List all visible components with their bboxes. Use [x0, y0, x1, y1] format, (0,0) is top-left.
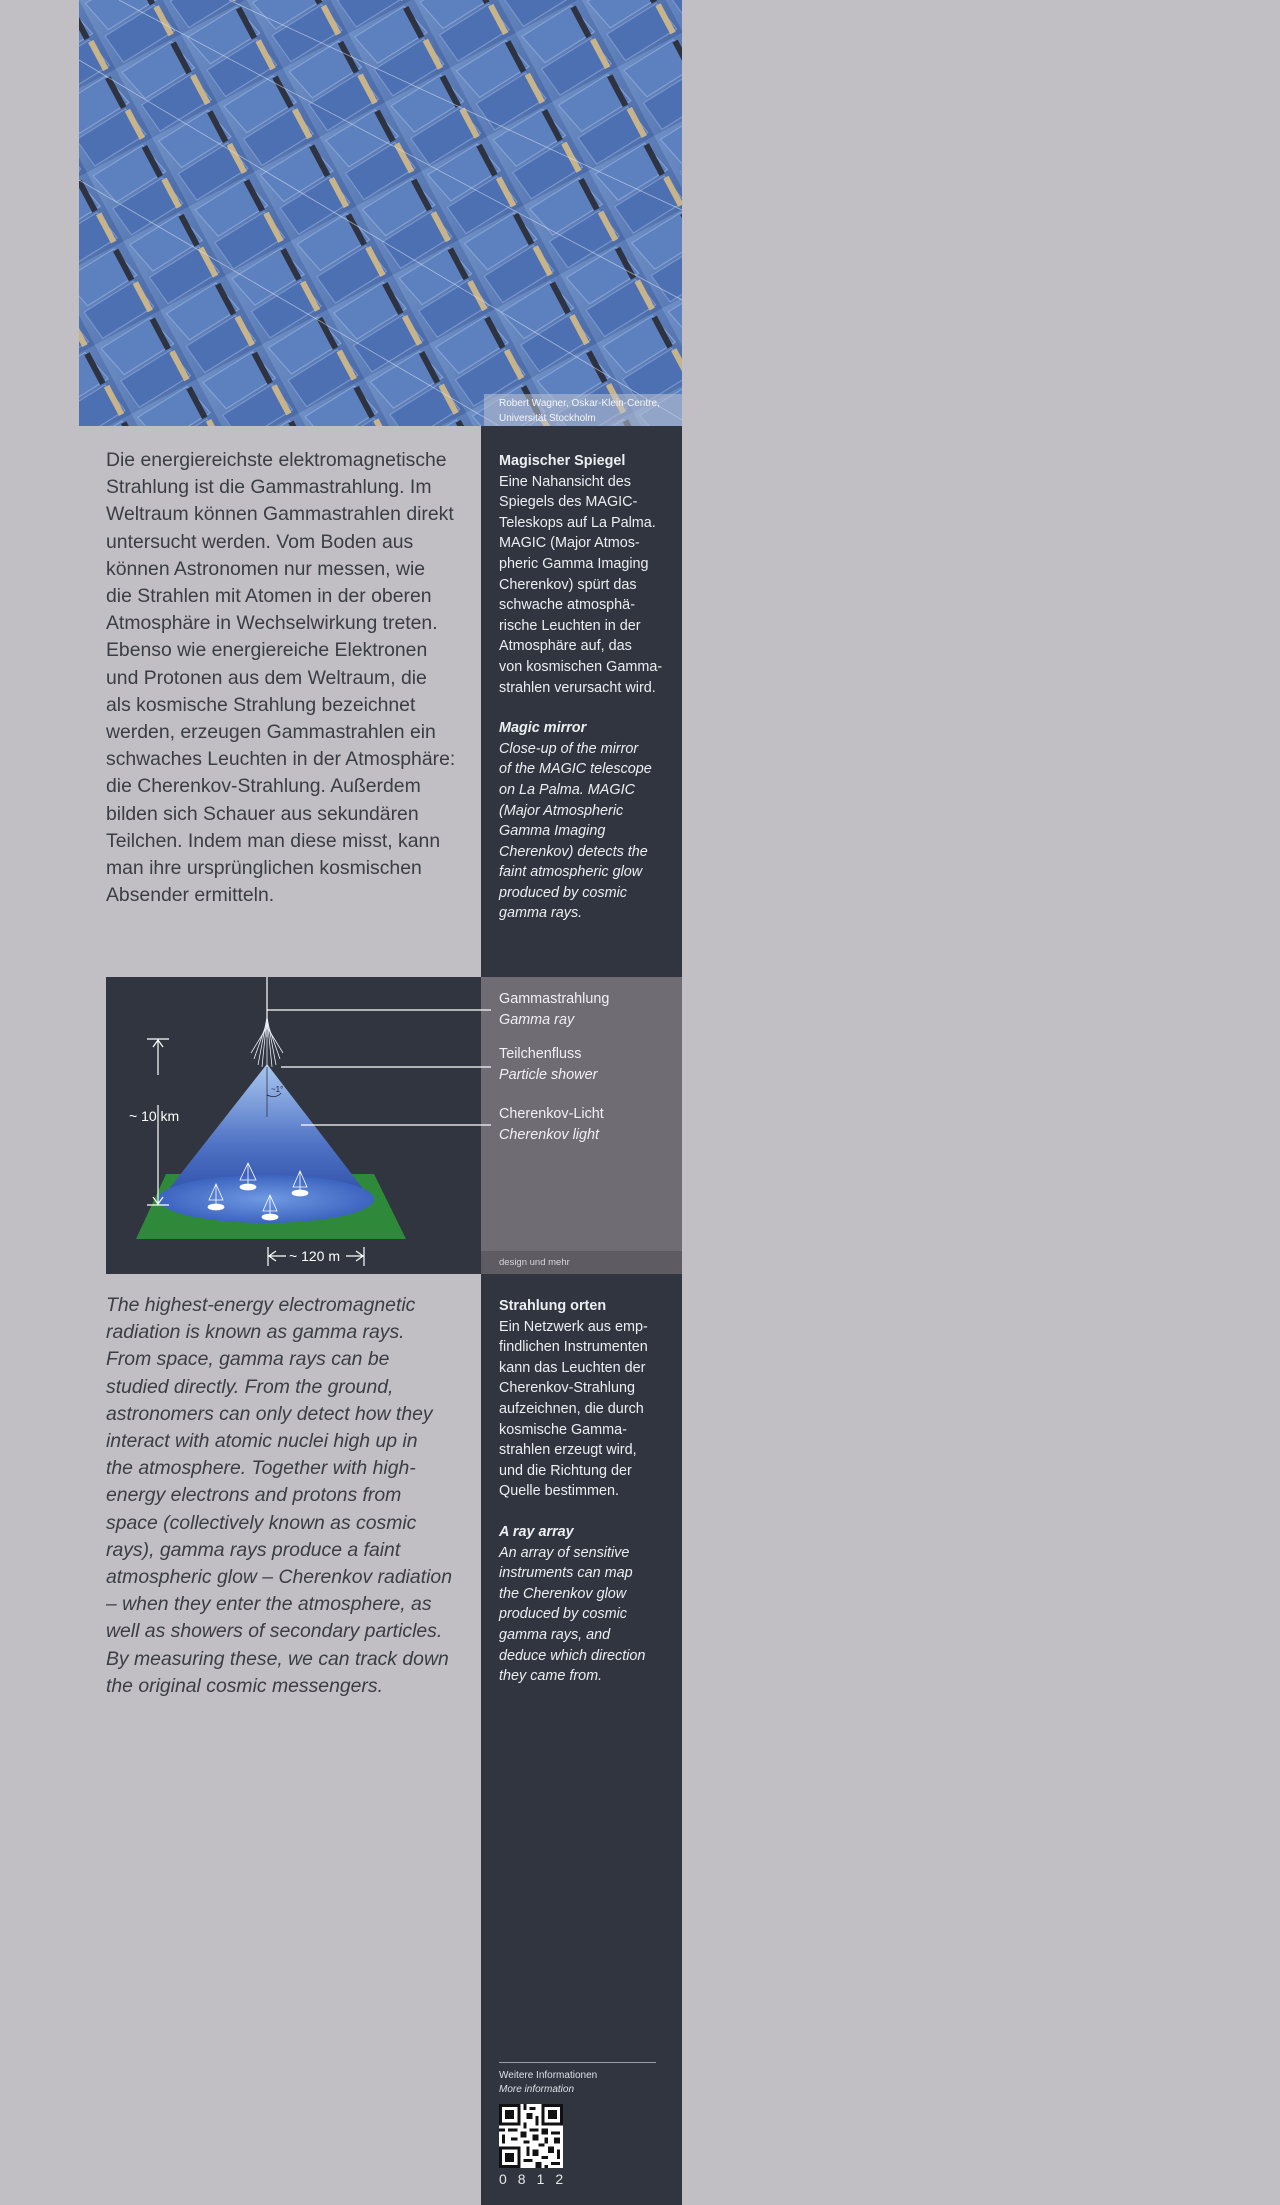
text-line: The highest-energy electromagnetic — [106, 1294, 416, 1316]
text-line: von kosmischen Gamma- — [499, 658, 663, 675]
text-line: Eine Nahansicht des — [499, 473, 631, 490]
text-line: können Astronomen nur messen, wie — [106, 557, 426, 580]
legend-label-en: Cherenkov light — [499, 1126, 599, 1143]
legend-particle-shower — [499, 1044, 597, 1085]
text-line: deduce which direction — [499, 1647, 646, 1664]
text-line: Teleskops auf La Palma. — [499, 514, 656, 531]
legend-label-en: Particle shower — [499, 1066, 598, 1083]
text-line: the atmosphere. Together with high- — [106, 1457, 416, 1480]
text-line: – when they enter the atmosphere, as — [106, 1593, 432, 1616]
text-line: strahlen erzeugt wird, — [499, 1442, 637, 1459]
caption-title: Strahlung orten — [499, 1298, 607, 1314]
text-line: atmospheric glow – Cherenkov radiation — [106, 1566, 452, 1589]
text-line: astronomers can only detect how they — [106, 1402, 433, 1425]
text-line: kann das Leuchten der — [499, 1359, 646, 1376]
text-line: Cherenkov) spürt das — [499, 576, 637, 593]
text-line: Strahlung ist die Gammastrahlung. Im — [106, 476, 432, 499]
qr-code[interactable] — [499, 2104, 563, 2168]
caption-magic-mirror — [499, 451, 669, 924]
text-line: Cherenkov-Strahlung — [499, 1380, 635, 1397]
text-line: rays), gamma rays produce a faint — [106, 1538, 401, 1561]
text-line: kosmische Gamma- — [499, 1421, 627, 1438]
height-label: ~ 10 km — [129, 1108, 180, 1124]
width-label: ~ 120 m — [289, 1248, 340, 1264]
text-line: faint atmospheric glow — [499, 864, 643, 881]
text-line: werden, erzeugen Gammastrahlen ein — [106, 721, 436, 744]
angle-label: ~1° — [271, 1085, 284, 1094]
photo-credit-line: Universität Stockholm — [499, 413, 596, 424]
text-line: Atmosphäre in Wechselwirkung treten. — [106, 612, 438, 635]
text-line: the Cherenkov glow — [499, 1585, 627, 1602]
photo-credit — [484, 394, 682, 426]
text-line: untersucht werden. Vom Boden aus — [106, 530, 414, 553]
text-line: on La Palma. MAGIC — [499, 781, 635, 798]
legend-label-de: Cherenkov-Licht — [499, 1106, 604, 1122]
text-line: schwaches Leuchten in der Atmosphäre: — [106, 748, 456, 771]
text-line: und Protonen aus dem Weltraum, die — [106, 666, 427, 689]
text-line: From space, gamma rays can be — [106, 1348, 390, 1371]
text-line: interact with atomic nuclei high up in — [106, 1430, 418, 1453]
text-line: the original cosmic messengers. — [106, 1674, 383, 1697]
exhibit-code: 0812 — [499, 2171, 575, 2187]
text-line: By measuring these, we can track down — [106, 1647, 449, 1670]
text-line: Absender ermitteln. — [106, 884, 275, 907]
text-line: schwache atmosphä- — [499, 597, 635, 614]
intro-text-en — [106, 1292, 456, 1700]
text-line: findlichen Instrumenten — [499, 1339, 648, 1356]
text-line: pheric Gamma Imaging — [499, 555, 649, 572]
text-line: they came from. — [499, 1668, 603, 1685]
text-line: Die energiereichste elektromagnetische — [106, 449, 447, 471]
text-line: Spiegels des MAGIC- — [499, 494, 638, 511]
legend-label-de: Teilchenfluss — [499, 1046, 582, 1062]
caption-title: Magischer Spiegel — [499, 453, 626, 469]
text-line: Ein Netzwerk aus emp- — [499, 1318, 648, 1335]
text-line: (Major Atmospheric — [499, 802, 624, 819]
text-line: Cherenkov) detects the — [499, 843, 648, 860]
text-line: und die Richtung der — [499, 1462, 632, 1479]
text-line: gamma rays, and — [499, 1626, 611, 1643]
text-line: man ihre ursprünglichen kosmischen — [106, 857, 422, 880]
text-line: MAGIC (Major Atmos- — [499, 535, 640, 552]
text-line: studied directly. From the ground, — [106, 1375, 394, 1398]
text-line: Atmosphäre auf, das — [499, 638, 632, 655]
text-line: Close-up of the mirror — [499, 740, 639, 757]
text-line: gamma rays. — [499, 905, 583, 922]
text-line: energy electrons and protons from — [106, 1484, 402, 1507]
intro-text-de — [106, 447, 456, 909]
text-line: instruments can map — [499, 1565, 633, 1582]
text-line: strahlen verursacht wird. — [499, 679, 656, 696]
text-line: produced by cosmic — [499, 884, 627, 901]
caption-title: A ray array — [499, 1523, 574, 1540]
text-line: Teilchen. Indem man diese misst, kann — [106, 829, 441, 852]
text-line: als kosmische Strahlung bezeichnet — [106, 693, 416, 716]
mirror-photo — [79, 0, 682, 426]
text-line: well as showers of secondary particles. — [106, 1620, 443, 1643]
mirror-facets-image — [79, 0, 682, 426]
text-line: produced by cosmic — [499, 1606, 627, 1623]
caption-ray-array — [499, 1296, 669, 1687]
text-line: Quelle bestimmen. — [499, 1483, 619, 1500]
text-line: Weltraum können Gammastrahlen direkt — [106, 503, 454, 526]
text-line: die Strahlen mit Atomen in der oberen — [106, 585, 432, 608]
more-information — [499, 2062, 656, 2097]
text-line: Ebenso wie energiereiche Elektronen — [106, 639, 428, 662]
legend-cherenkov-light — [499, 1104, 604, 1145]
caption-title: Magic mirror — [499, 720, 587, 737]
legend-label-de: Gammastrahlung — [499, 991, 610, 1007]
text-line: aufzeichnen, die durch — [499, 1400, 644, 1417]
text-line: of the MAGIC telescope — [499, 761, 652, 778]
text-line: die Cherenkov-Strahlung. Außerdem — [106, 775, 421, 798]
more-info-label-de: Weitere Informationen — [499, 2070, 598, 2081]
text-line: An array of sensitive — [499, 1544, 630, 1561]
text-line: rische Leuchten in der — [499, 617, 641, 634]
text-line: bilden sich Schauer aus sekundären — [106, 802, 419, 825]
text-line: radiation is known as gamma rays. — [106, 1321, 405, 1344]
text-line: Gamma Imaging — [499, 823, 606, 840]
design-credit: design und mehr — [481, 1251, 682, 1274]
more-info-label-en: More information — [499, 2084, 575, 2095]
text-line: space (collectively known as cosmic — [106, 1511, 417, 1534]
photo-credit-line: Robert Wagner, Oskar-Klein-Centre, — [499, 398, 660, 409]
legend-gamma-ray — [499, 989, 609, 1030]
legend-label-en: Gamma ray — [499, 1011, 575, 1028]
